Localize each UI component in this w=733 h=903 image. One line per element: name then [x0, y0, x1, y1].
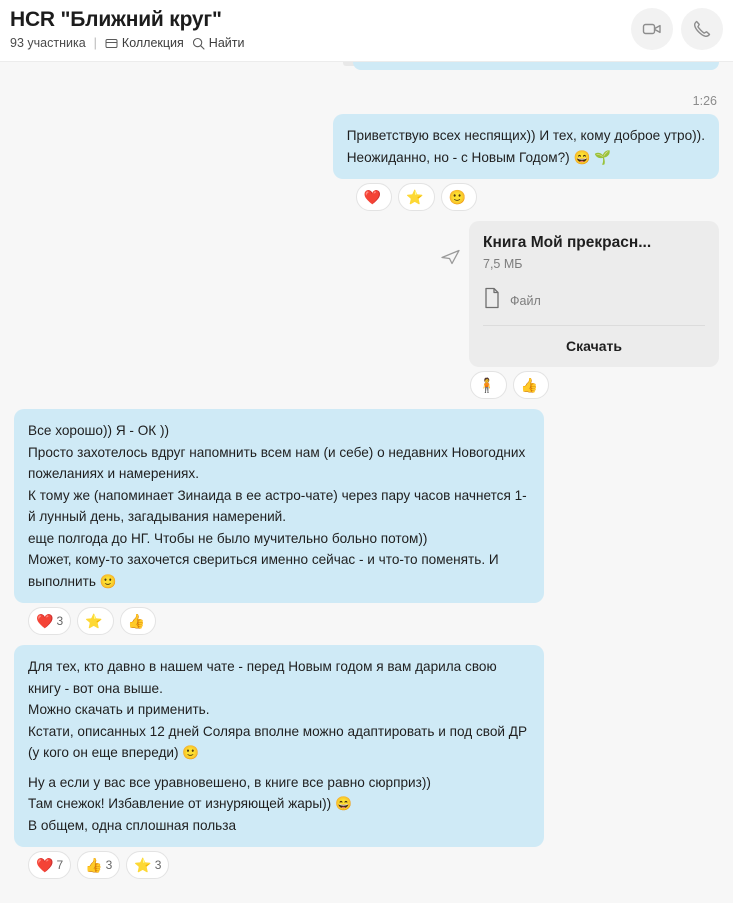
reaction-emoji: ⭐	[406, 188, 424, 205]
download-button[interactable]: Скачать	[566, 338, 622, 354]
previous-message-partial	[14, 62, 719, 80]
message-line: Все хорошо)) Я - ОК ))	[28, 423, 170, 438]
reaction-bar	[14, 851, 719, 879]
message-line: Кстати, описанных 12 дней Соляра вполне можно адаптировать и под свой ДР (у кого он еще впереди) 🙂	[28, 723, 528, 760]
message-bubble[interactable]	[14, 409, 544, 603]
collection-label: Коллекция	[121, 36, 184, 50]
video-camera-icon	[641, 18, 663, 40]
reaction-chip[interactable]	[28, 607, 71, 635]
message-line: Там снежок! Избавление от изнуряющей жары)) 😄	[28, 796, 352, 811]
message-line: Просто захотелось вдруг напомнить всем нам (и себе) о недавних Новогодних пожеланиях и намерениях.	[28, 444, 526, 481]
reaction-emoji: 👍	[127, 612, 145, 629]
message-row-greeting	[14, 114, 719, 179]
reaction-bar	[14, 371, 719, 399]
file-attachment-card[interactable]	[469, 221, 719, 367]
message-line: Неожиданно, но - с Новым Годом?) 😄 🌱	[346, 149, 612, 165]
sent-check-icon	[441, 249, 461, 270]
message-line: Можно скачать и применить.	[28, 702, 210, 717]
message-line: К тому же (напоминает Зинаида в ее астро-чате) через пару часов начнется 1-й лунный день, загадывания намерений.	[28, 487, 527, 524]
file-type-row	[483, 287, 705, 326]
reaction-emoji: ❤️	[36, 856, 54, 873]
members-count: 93 участника	[10, 36, 86, 50]
message-list[interactable]	[0, 62, 733, 903]
message-line: Для тех, кто давно в нашем чате - перед Новым годом я вам дарила свою книгу - вот она выше.	[28, 659, 497, 696]
file-size: 7,5 МБ	[483, 257, 523, 271]
collection-link[interactable]	[105, 36, 184, 50]
file-type-label: Файл	[510, 293, 541, 308]
search-link[interactable]	[192, 36, 245, 50]
reaction-emoji: 👍	[520, 376, 538, 393]
message-line: В общем, одна сплошная польза	[28, 817, 237, 833]
message-bubble[interactable]	[14, 645, 544, 847]
reaction-chip[interactable]	[513, 371, 549, 399]
search-label: Найти	[208, 36, 245, 50]
reaction-chip[interactable]	[120, 607, 156, 635]
reaction-chip[interactable]	[356, 183, 392, 211]
reaction-emoji: ⭐	[85, 612, 103, 629]
message-bubble[interactable]	[333, 114, 719, 179]
reaction-emoji: 🧍	[478, 376, 496, 393]
message-line: еще полгода до НГ. Чтобы не было мучительно больно потом))	[28, 530, 428, 546]
search-icon	[192, 37, 205, 50]
reaction-bar	[14, 607, 719, 635]
reaction-emoji: ❤️	[363, 188, 382, 205]
reaction-chip[interactable]	[126, 851, 169, 879]
phone-icon	[691, 18, 713, 40]
file-title: Книга Мой прекрасн...	[483, 234, 652, 251]
header-actions	[631, 8, 723, 50]
separator: |	[93, 36, 97, 50]
voice-call-button[interactable]	[681, 8, 723, 50]
reaction-count: 3	[56, 614, 64, 628]
header-subtitle-row	[10, 36, 721, 50]
message-line: Может, кому-то захочется свериться именно сейчас - и что-то поменять. И выполнить 🙂	[28, 552, 499, 589]
reaction-count: 3	[154, 858, 162, 872]
chat-header	[0, 0, 733, 62]
reaction-chip[interactable]	[441, 183, 477, 211]
reaction-chip[interactable]	[77, 607, 113, 635]
reaction-emoji: ❤️	[36, 612, 54, 629]
reaction-bar	[14, 183, 719, 211]
message-row-wishes	[14, 409, 719, 603]
file-icon	[483, 287, 501, 314]
reaction-chip[interactable]	[77, 851, 120, 879]
collection-icon	[105, 37, 118, 50]
reaction-chip[interactable]	[28, 851, 71, 879]
video-call-button[interactable]	[631, 8, 673, 50]
message-row-book	[14, 645, 719, 847]
reaction-emoji: 🙂	[448, 188, 466, 205]
page-title: HCR "Ближний круг"	[10, 8, 222, 31]
message-timestamp: 1:26	[692, 94, 717, 108]
reaction-chip[interactable]	[398, 183, 434, 211]
reaction-count: 3	[105, 858, 113, 872]
reaction-emoji: ⭐	[134, 856, 152, 873]
message-line: Ну а если у вас все уравновешено, в книге все равно сюрприз))	[28, 774, 431, 790]
reaction-emoji: 👍	[85, 856, 103, 873]
message-line: Приветствую всех неспящих)) И тех, кому доброе утро)).	[346, 128, 705, 143]
message-line-blank	[28, 764, 530, 772]
reaction-count: 7	[56, 858, 64, 872]
partial-bubble	[353, 62, 719, 70]
reaction-chip[interactable]	[470, 371, 506, 399]
message-row-file	[14, 221, 719, 367]
